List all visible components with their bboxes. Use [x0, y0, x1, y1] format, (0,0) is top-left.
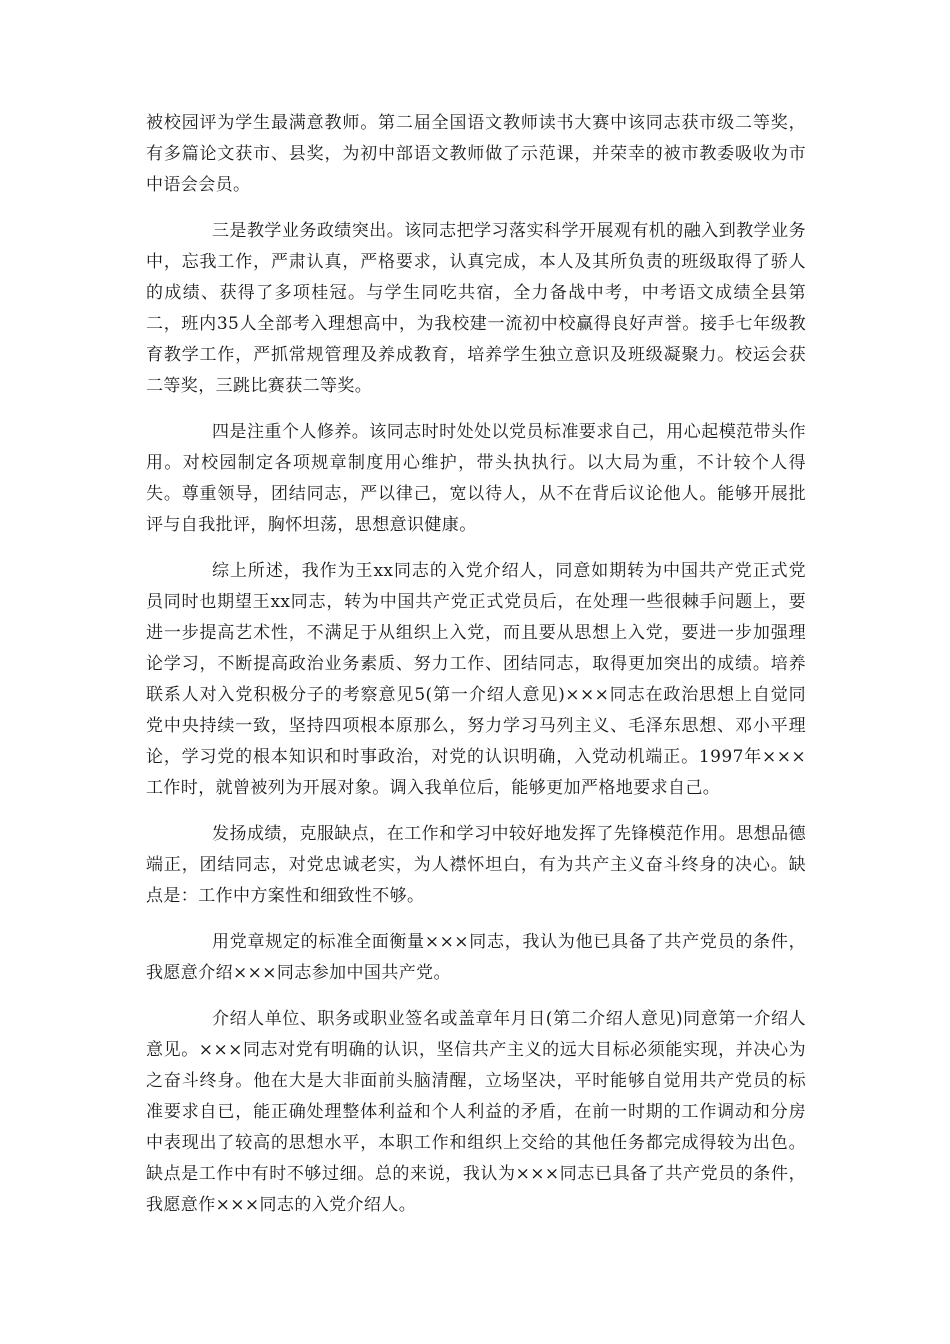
- paragraph-summary: 综上所述，我作为王xx同志的入党介绍人，同意如期转为中国共产党正式党员同时也期望王xx同志，转为中国共产党正式党员后，在处理一些很棘手问题上，要进一步提高艺术性，不满足于从组织上入党，而且要从思想上入党，要进一步加强理论学习，不断提高政治业务素质、努力工作、团结同志，取得更加突出的成绩。培养联系人对入党积极分子的考察意见5(第一介绍人意见)×××同志在政治思想上自觉同党中央持续一致，坚持四项根本原那么，努力学习马列主义、毛泽东思想、邓小平理论，学习党的根本知识和时事政治，对党的认识明确，入党动机端正。1997年×××工作时，就曾被列为开展对象。调入我单位后，能够更加严格地要求自己。: [146, 561, 806, 798]
- paragraph-teaching-achievements: 三是教学业务政绩突出。该同志把学习落实科学开展观有机的融入到教学业务中，忘我工作，严肃认真，严格要求，认真完成，本人及其所负责的班级取得了骄人的成绩、获得了多项桂冠。与学生同吃共宿，全力备战中考，中考语文成绩全县第二，班内35人全部考入理想高中，为我校建一流初中校赢得良好声誉。接手七年级教育教学工作，严抓常规管理及养成教育，培养学生独立意识及班级凝聚力。校运会获二等奖，三跳比赛获二等奖。: [146, 221, 806, 396]
- paragraph-second-introducer: 介绍人单位、职务或职业签名或盖章年月日(第二介绍人意见)同意第一介绍人意见。×××同志对党有明确的认识，坚信共产主义的远大目标必须能实现，并决心为之奋斗终身。他在大是大非面前头脑清醒，立场坚决，平时能够自觉用共产党员的标准要求自已，能正确处理整体利益和个人利益的矛盾，在前一时期的工作调动和分房中表现出了较高的思想水平，本职工作和组织上交给的其他任务都完成得较为出色。缺点是工作中有时不够过细。总的来说，我认为×××同志已具备了共产党员的条件，我愿意作×××同志的入党介绍人。: [146, 1009, 806, 1215]
- paragraph-personal-cultivation: 四是注重个人修养。该同志时时处处以党员标准要求自己，用心起模范带头作用。对校园制定各项规章制度用心维护，带头执执行。以大局为重，不计较个人得失。尊重领导，团结同志，严以律己，宽以待人，从不在背后议论他人。能够开展批评与自我批评，胸怀坦荡，思想意识健康。: [146, 422, 806, 535]
- paragraph-recommendation: 用党章规定的标准全面衡量×××同志，我认为他已具备了共产党员的条件，我愿意介绍×××同志参加中国共产党。: [146, 932, 806, 983]
- document-page: [146, 108, 806, 1236]
- paragraph-strengths-weaknesses: 发扬成绩，克服缺点，在工作和学习中较好地发挥了先锋模范作用。思想品德端正，团结同志，对党忠诚老实，为人襟怀坦白，有为共产主义奋斗终身的决心。缺点是：工作中方案性和细致性不够。: [146, 824, 806, 906]
- paragraph-continuation: 被校园评为学生最满意教师。第二届全国语文教师读书大赛中该同志获市级二等奖，有多篇论文获市、县奖，为初中部语文教师做了示范课，并荣幸的被市教委吸收为市中语会会员。: [146, 113, 806, 195]
